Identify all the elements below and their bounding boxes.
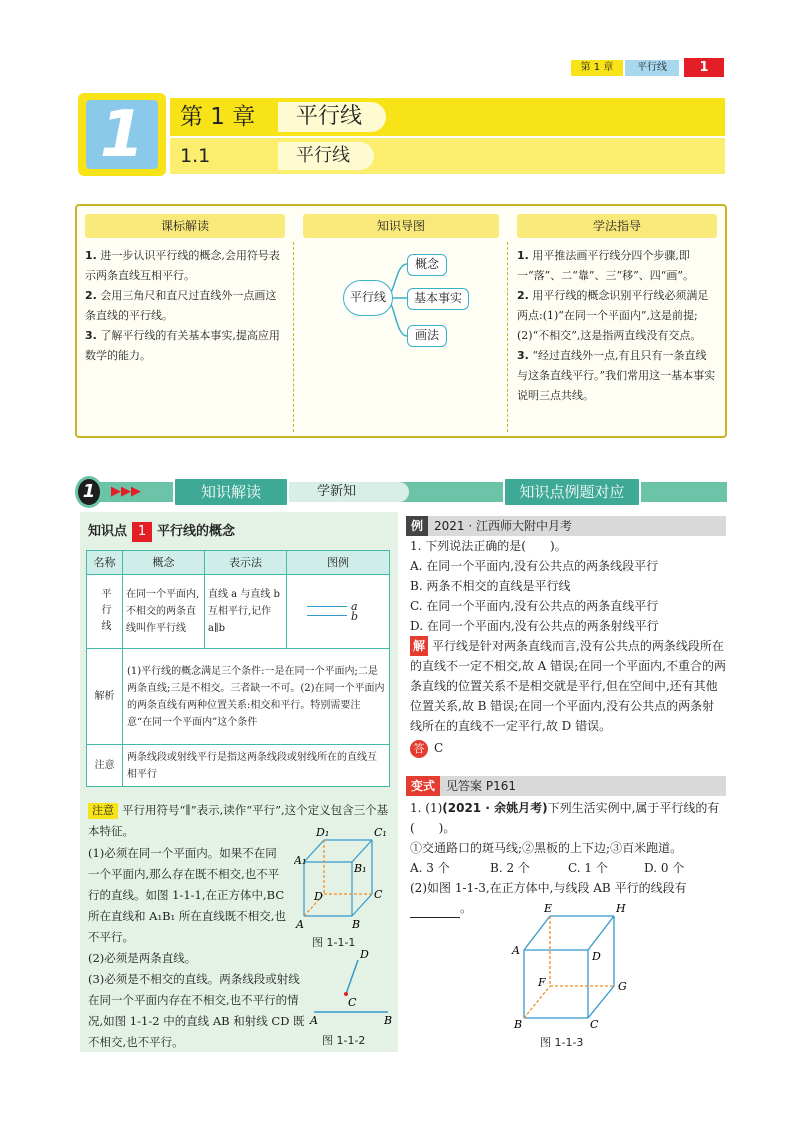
variant-body (410, 798, 726, 918)
figure-label: D (592, 950, 601, 963)
list-item: 2. 用平行线的概念识别平行线必须满足两点:(1)“在同一个平面内”,这是前提;(2)“不相交”,这是指两直线没有交点。 (517, 289, 709, 342)
figure-label: C (348, 996, 357, 1009)
example-question: 1. 下列说法正确的是( )。 (410, 539, 567, 553)
solution: 解 平行线是针对两条直线而言,没有公共点的两条线段所在的直线不一定不相交,故 A 错误;在同一个平面内,不重合的两条直线的位置关系不是相交就是平行,但在空间中,还有其他位置关系,故 B 错误;在同一个平面内,没有公共点的两条射线所在的直线不一定平行,故 D 错误。 (410, 636, 726, 736)
list-item: 1. 用平推法画平行线分四个步骤,即一“落”、二“靠”、三“移”、四“画”。 (517, 249, 694, 282)
divider (293, 242, 294, 432)
chapter-title-row (170, 98, 725, 136)
figure-1-1-1-caption: 图 1-1-1 (312, 936, 356, 949)
section-number-badge: 1 (75, 476, 103, 508)
knowledge-point-panel (80, 512, 398, 1052)
note-intro: 注意 平行用符号“∥”表示,读作“平行”,这个定义包含三个基本特征。 (88, 803, 389, 838)
arrows-icon: ▶▶▶ (111, 484, 141, 499)
tab-learn-new: 学新知 (289, 482, 409, 502)
table-header-row (87, 551, 390, 575)
figure-1-1-3-caption: 图 1-1-3 (540, 1036, 584, 1049)
variant-header (406, 776, 726, 796)
example-panel (406, 512, 726, 1052)
section-title-row (170, 138, 725, 174)
chapter-banner (78, 93, 725, 176)
example-tag: 例 (406, 516, 428, 536)
note-point-1: (1)必须在同一个平面内。如果不在同一个平面内,那么存在既不相交,也不平行的直线。如图 1-1-1,在正方体中,BC 所在直线和 A₁B₁ 所在直线既不相交,也不平行。 (88, 846, 286, 944)
definition-table (86, 550, 390, 787)
figure-label: F (538, 976, 546, 989)
figure-label: B (514, 1018, 523, 1031)
figure-label: A₁ (294, 854, 307, 867)
table-header: 概念 (123, 551, 205, 575)
figure-label: D₁ (316, 826, 330, 839)
option-d: D. 在同一个平面内,没有公共点的两条射线平行 (410, 619, 659, 633)
list-item: 3. “经过直线外一点,有且只有一条直线与这条直线平行。”我们常用这一基本事实说明三点共线。 (517, 349, 716, 402)
chapter-number: 1 (99, 98, 145, 172)
option-a: A. 3 个 (410, 861, 450, 875)
option-a: A. 在同一个平面内,没有公共点的两条线段平行 (410, 559, 659, 573)
figure-label: B (384, 1014, 393, 1027)
figure-label: G (618, 980, 627, 993)
knowledge-map-column (303, 214, 499, 434)
note-tag: 注意 (88, 803, 118, 819)
chapter-label: 第 1 章 (180, 104, 256, 130)
tab-example-mapping: 知识点例题对应 (503, 477, 641, 507)
example-source: 2021 · 江西师大附中月考 (434, 519, 572, 533)
knowledge-map-heading: 知识导图 (303, 214, 499, 238)
mind-map-lines (303, 244, 499, 354)
curriculum-heading: 课标解读 (85, 214, 285, 238)
mind-map-root: 平行线 (343, 280, 393, 316)
list-item: 3. 了解平行线的有关基本事实,提高应用数学的能力。 (85, 329, 280, 362)
parallel-lines-figure: a b (287, 582, 389, 642)
figure-label: A (296, 918, 304, 931)
list-item: 2. 会用三角尺和直尺过直线外一点画这条直线的平行线。 (85, 289, 277, 322)
figure-label: E (544, 902, 553, 915)
example-body (410, 536, 726, 758)
table-row (87, 745, 390, 787)
figure-label: C (374, 888, 383, 901)
figure-1-1-3-cube (510, 902, 640, 1032)
divider (507, 242, 508, 432)
figure-label: C₁ (374, 826, 387, 839)
figure-label: H (616, 902, 626, 915)
mind-map-node-basic-fact: 基本事实 (407, 288, 469, 310)
table-cell: 两条线段或射线平行是指这两条线段或射线所在的直线互相平行 (123, 745, 390, 787)
running-header-section: 平行线 (625, 60, 679, 76)
table-header: 图例 (287, 551, 390, 575)
variant-question-1: 1. (1)(2021 · 余姚月考)下列生活实例中,属于平行线的有( )。 (410, 801, 720, 835)
study-method-heading: 学法指导 (517, 214, 717, 238)
figure-label: B₁ (354, 862, 367, 875)
page-number: 1 (684, 58, 724, 77)
figure-label: D (360, 948, 369, 961)
example-header (406, 516, 726, 536)
variant-options (410, 858, 726, 878)
section-bar (75, 476, 727, 508)
chapter-number-badge (78, 93, 166, 176)
table-row (87, 649, 390, 745)
figure-1-1-2-caption: 图 1-1-2 (322, 1034, 366, 1047)
table-cell: 在同一个平面内,不相交的两条直线叫作平行线 (123, 575, 205, 649)
figure-label: B (352, 918, 361, 931)
tab-knowledge-reading: 知识解读 (173, 477, 289, 507)
answer: 答 C (410, 738, 726, 758)
study-method-column (517, 214, 717, 406)
option-c: C. 1 个 (568, 861, 608, 875)
solution-tag: 解 (410, 636, 428, 656)
figure-label: A (512, 944, 520, 957)
table-header: 表示法 (205, 551, 287, 575)
variant-tag: 变式 (406, 776, 440, 796)
variant-answer-ref: 见答案 P161 (446, 779, 516, 793)
figure-label: D (314, 890, 323, 903)
study-method-list (517, 246, 717, 406)
variant-items: ①交通路口的斑马线;②黑板的上下边;③百米跑道。 (410, 841, 683, 855)
option-c: C. 在同一个平面内,没有公共点的两条直线平行 (410, 599, 659, 613)
answer-blank[interactable] (410, 904, 460, 918)
knowledge-point-number: 1 (132, 522, 152, 542)
section-title: 平行线 (278, 142, 374, 170)
figure-label: C (590, 1018, 599, 1031)
note-point-2: (2)必须是两条直线。 (88, 951, 197, 965)
list-item: 1. 进一步认识平行线的概念,会用符号表示两条直线互相平行。 (85, 249, 280, 282)
knowledge-point-title: 知识点 1 平行线的概念 (88, 520, 235, 542)
figure-1-1-1-cube (294, 826, 394, 934)
figure-label: A (310, 1014, 318, 1027)
option-d: D. 0 个 (644, 861, 685, 875)
mind-map-node-concept: 概念 (407, 254, 447, 276)
variant-question-2: (2)如图 1-1-3,在正方体中,与线段 AB 平行的线段有。 (410, 878, 726, 918)
table-cell: 直线 a 与直线 b 互相平行,记作 a∥b (205, 575, 287, 649)
table-cell (287, 575, 390, 649)
option-b: B. 两条不相交的直线是平行线 (410, 579, 571, 593)
table-header: 名称 (87, 551, 123, 575)
running-header-chapter: 第 1 章 (571, 60, 623, 76)
note-point-3: (3)必须是不相交的直线。两条线段或射线在同一个平面内存在不相交,也不平行的情况,如图 1-1-2 中的直线 AB 和射线 CD 既不相交,也不平行。 (88, 972, 305, 1049)
curriculum-list (85, 246, 285, 366)
table-cell: 注意 (87, 745, 123, 787)
chapter-title: 平行线 (278, 102, 386, 132)
section-label: 1.1 (180, 145, 211, 167)
table-cell: 解析 (87, 649, 123, 745)
table-cell: 平行线 (87, 575, 123, 649)
curriculum-column (85, 214, 285, 366)
option-b: B. 2 个 (490, 861, 530, 875)
answer-tag: 答 (410, 740, 428, 758)
table-row (87, 575, 390, 649)
mind-map-node-drawing: 画法 (407, 325, 447, 347)
figure-1-1-2 (306, 948, 396, 1028)
chapter-overview-box (75, 204, 727, 438)
table-cell: (1)平行线的概念满足三个条件:一是在同一个平面内;二是两条直线;三是不相交。三者缺一不可。(2)在同一个平面内的两条直线有两种位置关系:相交和平行。特别需要注意“在同一个平面内”这个条件 (123, 649, 390, 745)
